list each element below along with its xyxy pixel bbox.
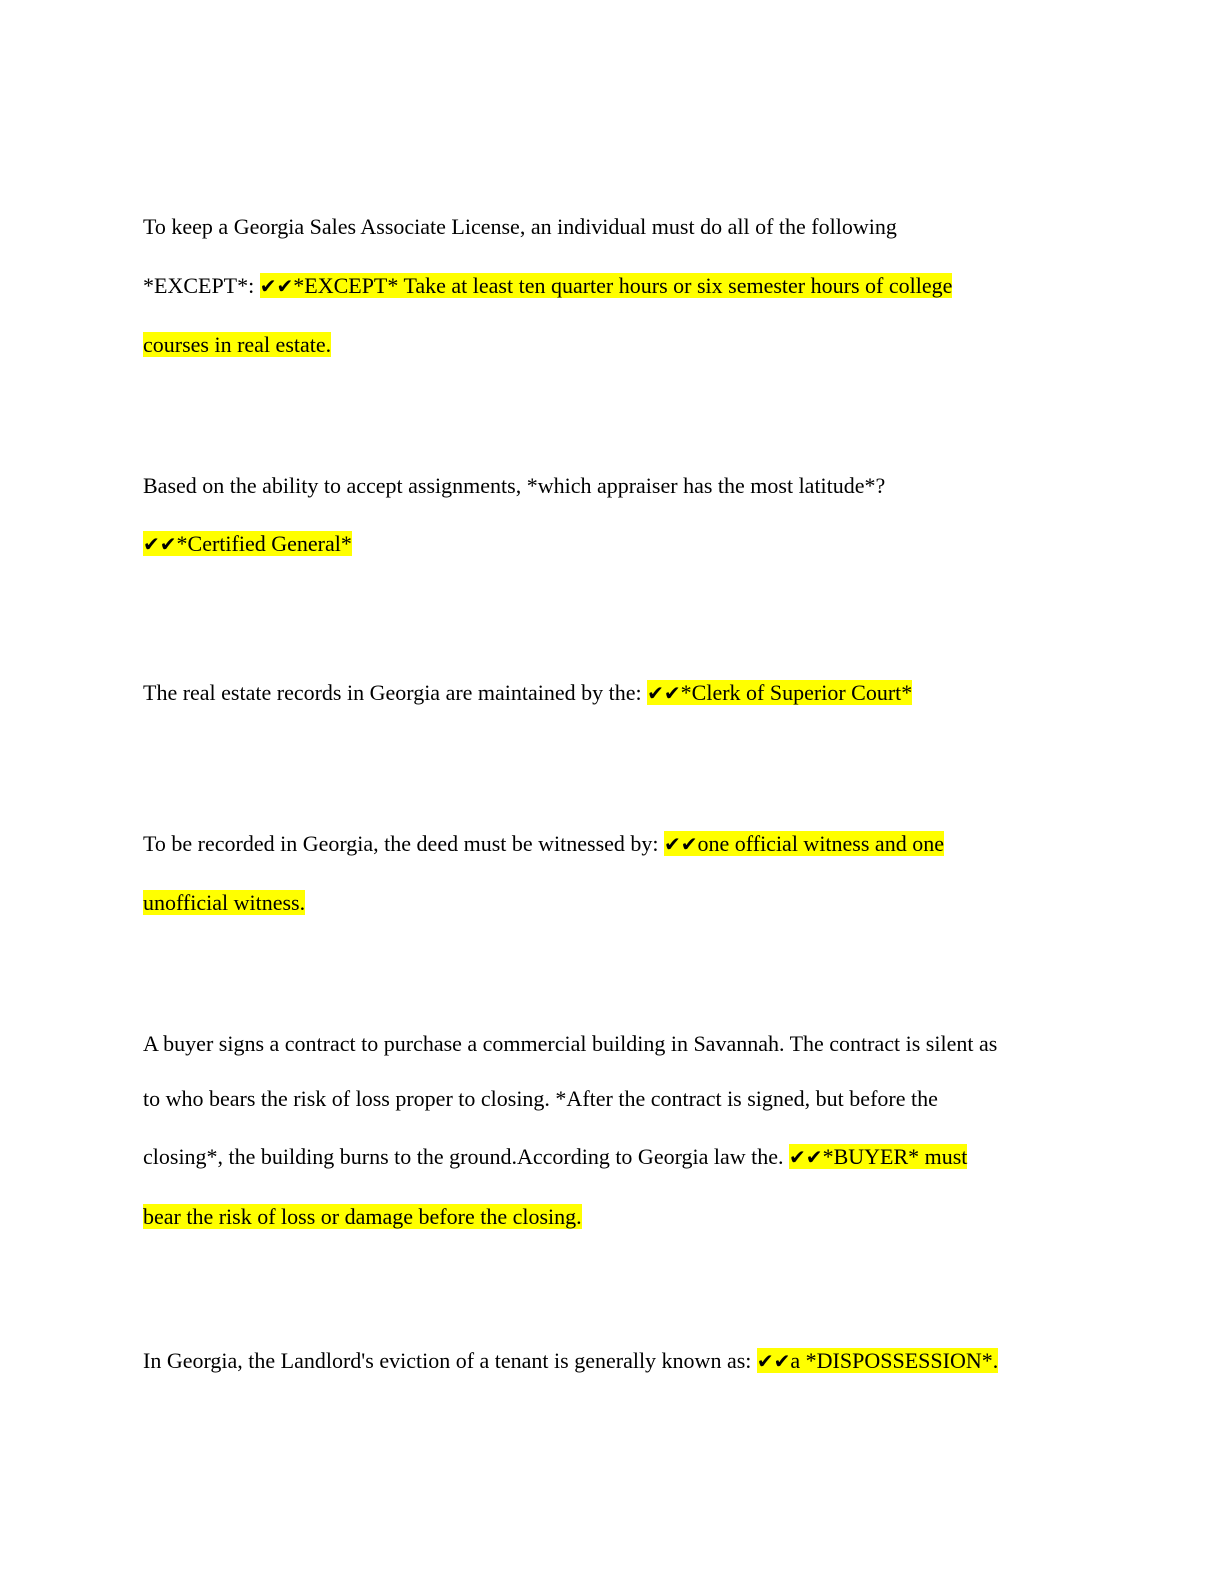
qa-5-answer-line-4 bbox=[143, 1202, 582, 1232]
answer-highlight bbox=[143, 531, 352, 556]
answer-text: one official witness and one bbox=[697, 831, 944, 856]
answer-highlight bbox=[260, 273, 953, 298]
question-text: To keep a Georgia Sales Associate License, an individual must do all of the following bbox=[143, 214, 897, 239]
double-check-icon: ✔✔ bbox=[647, 681, 681, 705]
answer-text: *BUYER* must bbox=[822, 1144, 968, 1169]
question-text: A buyer signs a contract to purchase a commercial building in Savannah. The contract is silent as bbox=[143, 1031, 998, 1056]
answer-text: a *DISPOSSESSION*. bbox=[790, 1348, 999, 1373]
question-text: *EXCEPT*: bbox=[143, 273, 260, 298]
qa-6-line-1 bbox=[143, 1346, 998, 1376]
double-check-icon: ✔✔ bbox=[143, 532, 177, 556]
qa-4-line-1 bbox=[143, 829, 944, 859]
question-text: The real estate records in Georgia are maintained by the: bbox=[143, 680, 648, 705]
answer-highlight bbox=[143, 1204, 582, 1229]
qa-1-question-line-1 bbox=[143, 212, 897, 242]
answer-highlight bbox=[757, 1348, 998, 1373]
question-text: to who bears the risk of loss proper to closing. *After the contract is signed, but before the bbox=[143, 1086, 938, 1111]
answer-highlight bbox=[664, 831, 944, 856]
answer-text: *Certified General* bbox=[176, 531, 352, 556]
double-check-icon: ✔✔ bbox=[259, 274, 294, 298]
qa-2-answer-line-2 bbox=[143, 529, 352, 559]
qa-3-line-1 bbox=[143, 678, 912, 708]
qa-5-line-3 bbox=[143, 1142, 967, 1172]
answer-highlight bbox=[647, 680, 912, 705]
qa-5-question-line-1 bbox=[143, 1029, 997, 1059]
double-check-icon: ✔✔ bbox=[664, 832, 698, 856]
answer-text: unofficial witness. bbox=[143, 890, 306, 915]
answer-highlight bbox=[143, 332, 331, 357]
answer-text: *Clerk of Superior Court* bbox=[680, 680, 913, 705]
answer-text: courses in real estate. bbox=[143, 332, 332, 357]
question-text: Based on the ability to accept assignments, *which appraiser has the most latitude*? bbox=[143, 473, 886, 498]
answer-text: *EXCEPT* Take at least ten quarter hours or six semester hours of college bbox=[293, 273, 953, 298]
qa-1-answer-line-3 bbox=[143, 330, 331, 360]
double-check-icon: ✔✔ bbox=[756, 1349, 791, 1373]
qa-4-answer-line-2 bbox=[143, 888, 305, 918]
qa-1-question-line-2 bbox=[143, 271, 952, 301]
answer-text: bear the risk of loss or damage before the closing. bbox=[143, 1204, 582, 1229]
answer-highlight bbox=[143, 890, 305, 915]
qa-2-question-line-1 bbox=[143, 471, 885, 501]
question-text: In Georgia, the Landlord's eviction of a tenant is generally known as: bbox=[143, 1348, 757, 1373]
answer-highlight bbox=[789, 1144, 967, 1169]
qa-5-question-line-2 bbox=[143, 1084, 938, 1114]
question-text: To be recorded in Georgia, the deed must be witnessed by: bbox=[143, 831, 665, 856]
double-check-icon: ✔✔ bbox=[789, 1145, 823, 1169]
question-text: closing*, the building burns to the ground.According to Georgia law the. bbox=[143, 1144, 790, 1169]
